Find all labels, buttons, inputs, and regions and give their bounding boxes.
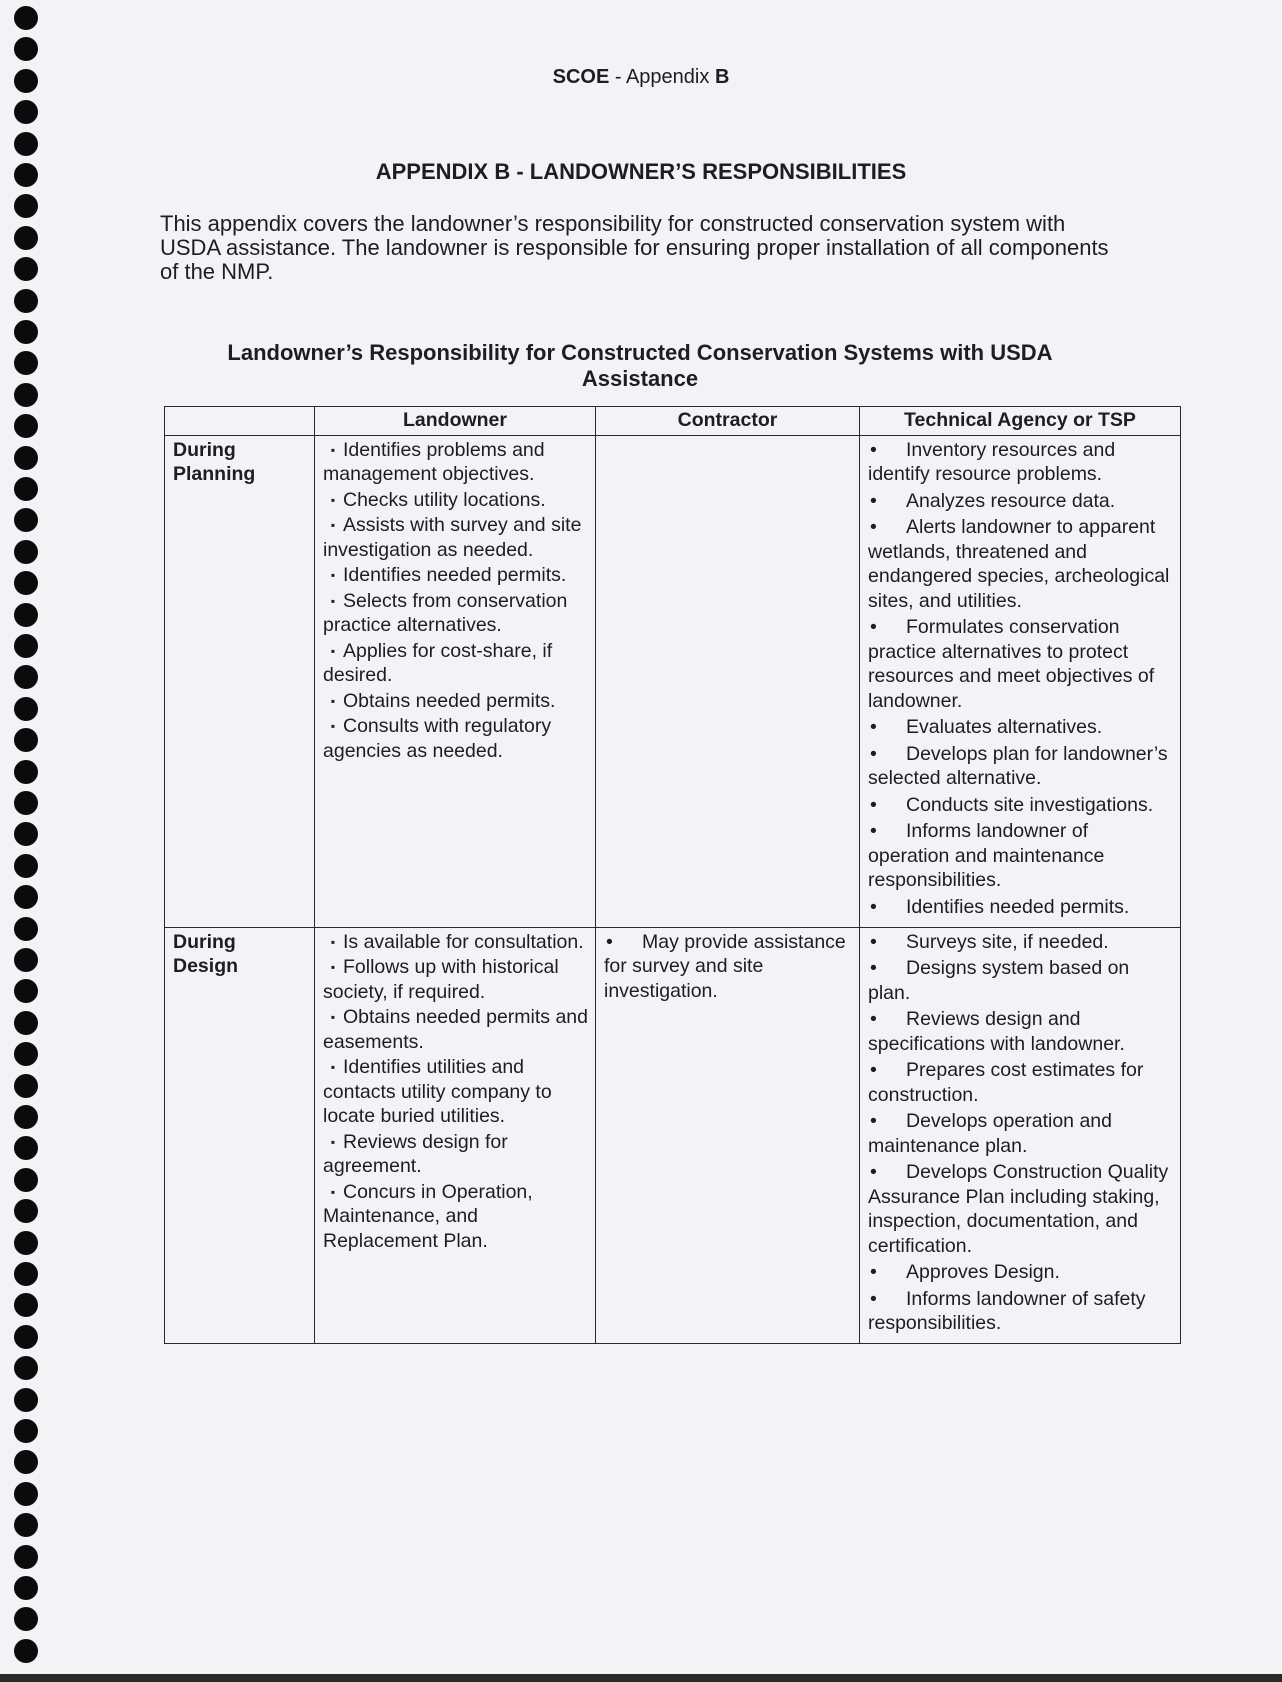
- list-item-text: Prepares cost estimates for construction.: [868, 1059, 1144, 1106]
- square-bullet-icon: ▪: [330, 1060, 336, 1074]
- list-item: [868, 930, 1174, 955]
- dot-bullet-icon: •: [870, 1110, 877, 1132]
- list-item-text: Obtains needed permits.: [343, 689, 556, 712]
- binding-hole: [14, 1042, 38, 1066]
- binding-hole: [14, 1325, 38, 1349]
- table-row: [165, 927, 1181, 1343]
- table-body: [165, 435, 1181, 1343]
- list-item-text: Alerts landowner to apparent wetlands, threatened and endangered species, archeological sites, and utilities.: [868, 516, 1170, 612]
- binding-hole: [14, 979, 38, 1003]
- contractor-list: [604, 930, 853, 1004]
- square-bullet-icon: ▪: [330, 719, 336, 733]
- page-title: APPENDIX B - LANDOWNER’S RESPONSIBILITIES: [375, 159, 907, 184]
- list-item: [868, 819, 1174, 893]
- binding-hole: [14, 1576, 38, 1600]
- agency-cell: [860, 927, 1181, 1343]
- list-item: [604, 930, 853, 1004]
- binding-hole: [14, 1607, 38, 1631]
- list-item-text: Follows up with historical society, if required.: [323, 956, 559, 1003]
- list-item: [868, 489, 1174, 514]
- binding-hole: [14, 728, 38, 752]
- dot-bullet-icon: •: [870, 616, 877, 638]
- list-item: [868, 715, 1174, 740]
- binding-hole: [14, 1231, 38, 1255]
- binding-hole: [14, 414, 38, 438]
- binding-hole: [14, 383, 38, 407]
- dot-bullet-icon: •: [870, 489, 877, 512]
- binding-hole: [14, 37, 38, 61]
- binding-hole: [14, 885, 38, 909]
- binding-hole: [14, 603, 38, 627]
- column-header-agency: Technical Agency or TSP: [860, 407, 1181, 436]
- list-item-text: Identifies needed permits.: [343, 564, 567, 586]
- square-bullet-icon: ▪: [330, 643, 336, 658]
- binding-hole: [14, 508, 38, 532]
- landowner-cell: [315, 435, 596, 927]
- binding-hole: [14, 948, 38, 972]
- dot-bullet-icon: •: [870, 793, 877, 816]
- list-item-text: Reviews design for agreement.: [323, 1130, 508, 1177]
- list-item-text: Identifies needed permits.: [906, 895, 1130, 918]
- binding-hole: [14, 1074, 38, 1098]
- binding-hole: [14, 100, 38, 124]
- binding-hole: [14, 634, 38, 658]
- spiral-binding: [0, 0, 60, 1682]
- binding-hole: [14, 1639, 38, 1663]
- binding-hole: [14, 854, 38, 878]
- binding-hole: [14, 1450, 38, 1474]
- responsibility-table: [164, 406, 1181, 1344]
- dot-bullet-icon: •: [870, 820, 877, 842]
- list-item: [868, 438, 1174, 487]
- square-bullet-icon: ▪: [330, 442, 336, 457]
- binding-hole: [14, 1168, 38, 1192]
- binding-hole: [14, 1011, 38, 1035]
- list-item: [323, 1180, 589, 1254]
- list-item-text: Develops operation and maintenance plan.: [868, 1110, 1112, 1157]
- column-header-contractor: Contractor: [596, 407, 860, 436]
- list-item-text: Evaluates alternatives.: [906, 716, 1103, 738]
- row-label-cell: [165, 435, 315, 927]
- binding-hole: [14, 917, 38, 941]
- list-item: [868, 793, 1174, 818]
- table-header-row: [165, 407, 1181, 436]
- agency-list: [868, 930, 1174, 1336]
- page-edge: [0, 1674, 1282, 1682]
- contractor-cell: [596, 927, 860, 1343]
- binding-hole: [14, 477, 38, 501]
- list-item-text: Analyzes resource data.: [906, 489, 1116, 512]
- list-item-text: Selects from conservation practice alternatives.: [323, 589, 568, 636]
- list-item: [323, 1005, 589, 1054]
- binding-hole: [14, 1545, 38, 1569]
- dot-bullet-icon: •: [870, 1161, 877, 1183]
- dot-bullet-icon: •: [870, 516, 877, 538]
- dot-bullet-icon: •: [870, 895, 877, 918]
- list-item: [868, 1160, 1174, 1258]
- list-item-text: Checks utility locations.: [343, 488, 546, 511]
- running-header: [0, 66, 1282, 89]
- table-title-line-2: Assistance: [581, 366, 699, 391]
- binding-hole: [14, 1199, 38, 1223]
- column-header-landowner: Landowner: [315, 407, 596, 436]
- list-item-text: Surveys site, if needed.: [906, 930, 1109, 953]
- list-item-text: Applies for cost-share, if desired.: [323, 639, 553, 686]
- binding-hole: [14, 257, 38, 281]
- dot-bullet-icon: •: [870, 957, 877, 979]
- binding-hole: [14, 1136, 38, 1160]
- row-label: During Planning: [173, 438, 256, 485]
- list-item: [868, 742, 1174, 791]
- list-item-text: Inventory resources and identify resource problems.: [868, 438, 1116, 485]
- landowner-cell: [315, 927, 596, 1343]
- binding-hole: [14, 351, 38, 375]
- list-item-text: Assists with survey and site investigation as needed.: [323, 514, 582, 561]
- list-item: [868, 1007, 1174, 1056]
- dot-bullet-icon: •: [870, 438, 877, 461]
- contractor-cell: [596, 435, 860, 927]
- square-bullet-icon: ▪: [330, 693, 336, 708]
- header-appendix-word: Appendix: [625, 66, 715, 88]
- row-label-cell: [165, 927, 315, 1343]
- column-header-stage: [165, 407, 315, 436]
- binding-hole: [14, 665, 38, 689]
- binding-hole: [14, 1513, 38, 1537]
- list-item-text: Consults with regulatory agencies as needed.: [323, 715, 552, 762]
- list-item: [323, 639, 589, 688]
- list-item: [323, 1130, 589, 1179]
- binding-hole: [14, 1388, 38, 1412]
- header-prefix: SCOE: [552, 66, 610, 88]
- list-item: [323, 689, 589, 714]
- binding-hole: [14, 1105, 38, 1129]
- square-bullet-icon: ▪: [330, 518, 336, 532]
- table-title: [200, 340, 1080, 392]
- binding-hole: [14, 132, 38, 156]
- dot-bullet-icon: •: [870, 1261, 877, 1283]
- list-item: [868, 1260, 1174, 1285]
- list-item-text: Identifies problems and management objectives.: [323, 438, 545, 485]
- list-item: [323, 589, 589, 638]
- dot-bullet-icon: •: [870, 1008, 877, 1030]
- square-bullet-icon: ▪: [330, 1134, 336, 1149]
- list-item-text: Formulates conservation practice alternatives to protect resources and meet objectives of landowner.: [868, 616, 1155, 712]
- binding-hole: [14, 1482, 38, 1506]
- list-item: [868, 1058, 1174, 1107]
- binding-hole: [14, 194, 38, 218]
- landowner-list: [323, 930, 589, 1254]
- list-item: [323, 438, 589, 487]
- binding-hole: [14, 822, 38, 846]
- square-bullet-icon: ▪: [330, 1010, 336, 1024]
- dot-bullet-icon: •: [606, 930, 613, 953]
- dot-bullet-icon: •: [870, 930, 877, 953]
- list-item-text: Designs system based on plan.: [868, 957, 1130, 1004]
- landowner-list: [323, 438, 589, 764]
- list-item-text: Identifies utilities and contacts utility company to locate buried utilities.: [323, 1056, 552, 1127]
- list-item-text: Is available for consultation.: [343, 930, 584, 953]
- list-item-text: Reviews design and specifications with landowner.: [868, 1008, 1125, 1055]
- binding-hole: [14, 1262, 38, 1286]
- dot-bullet-icon: •: [870, 1287, 877, 1310]
- list-item-text: May provide assistance for survey and site investigation.: [604, 930, 846, 1002]
- list-item: [868, 515, 1174, 613]
- binding-hole: [14, 1356, 38, 1380]
- list-item: [323, 955, 589, 1004]
- binding-hole: [14, 760, 38, 784]
- list-item-text: Informs landowner of safety responsibilities.: [868, 1287, 1146, 1334]
- list-item-text: Develops Construction Quality Assurance Plan including staking, inspection, documentation, and certification.: [868, 1161, 1169, 1257]
- intro-paragraph: This appendix covers the landowner’s responsibility for constructed conservation system with USDA assistance. The landowner is responsible for ensuring proper installation of all components of the NMP.: [160, 211, 1109, 284]
- binding-hole: [14, 226, 38, 250]
- list-item-text: Concurs in Operation, Maintenance, and Replacement Plan.: [323, 1180, 533, 1252]
- list-item: [323, 930, 589, 955]
- binding-hole: [14, 320, 38, 344]
- list-item: [868, 956, 1174, 1005]
- binding-hole: [14, 446, 38, 470]
- binding-hole: [14, 6, 38, 30]
- list-item: [868, 1287, 1174, 1336]
- list-item: [323, 563, 589, 588]
- list-item: [323, 714, 589, 763]
- table-row: [165, 435, 1181, 927]
- header-separator: -: [609, 66, 626, 88]
- square-bullet-icon: ▪: [330, 934, 336, 949]
- list-item: [868, 895, 1174, 920]
- binding-hole: [14, 289, 38, 313]
- agency-cell: [860, 435, 1181, 927]
- list-item: [323, 1055, 589, 1129]
- table-title-line-1: Landowner’s Responsibility for Constructed Conservation Systems with USDA: [227, 340, 1053, 365]
- dot-bullet-icon: •: [870, 1059, 877, 1081]
- list-item: [868, 615, 1174, 713]
- list-item: [868, 1109, 1174, 1158]
- square-bullet-icon: ▪: [330, 1184, 336, 1199]
- agency-list: [868, 438, 1174, 920]
- binding-hole: [14, 1419, 38, 1443]
- list-item: [323, 488, 589, 513]
- list-item-text: Conducts site investigations.: [906, 793, 1154, 816]
- header-appendix-letter: B: [714, 66, 730, 88]
- square-bullet-icon: ▪: [330, 492, 336, 507]
- dot-bullet-icon: •: [870, 742, 877, 765]
- square-bullet-icon: ▪: [330, 568, 336, 582]
- list-item-text: Develops plan for landowner’s selected alternative.: [868, 742, 1168, 789]
- row-label: During Design: [173, 930, 239, 977]
- binding-hole: [14, 571, 38, 595]
- list-item-text: Obtains needed permits and easements.: [323, 1006, 588, 1053]
- binding-hole: [14, 1293, 38, 1317]
- binding-hole: [14, 791, 38, 815]
- list-item-text: Informs landowner of operation and maintenance responsibilities.: [868, 820, 1105, 891]
- list-item-text: Approves Design.: [906, 1261, 1060, 1283]
- list-item: [323, 513, 589, 562]
- square-bullet-icon: ▪: [330, 960, 336, 974]
- binding-hole: [14, 540, 38, 564]
- dot-bullet-icon: •: [870, 716, 877, 738]
- square-bullet-icon: ▪: [330, 593, 336, 608]
- binding-hole: [14, 697, 38, 721]
